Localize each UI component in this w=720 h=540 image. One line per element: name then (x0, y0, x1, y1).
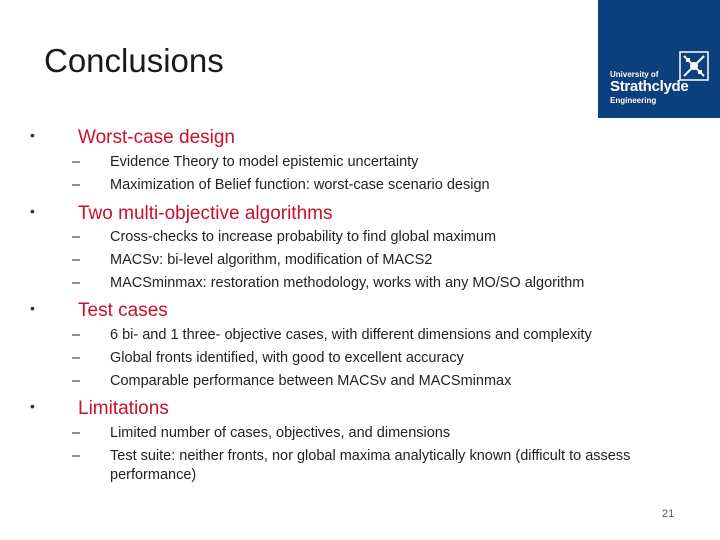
section-heading: Limitations (78, 398, 169, 419)
section-heading: Two multi-objective algorithms (78, 203, 333, 224)
university-logo (598, 0, 720, 118)
section-limitations (30, 398, 690, 491)
list-item: – Test suite: neither fronts, nor global maxima analytically known (difficult to assess performance) (72, 448, 631, 483)
list-item: – Limited number of cases, objectives, and dimensions (72, 425, 451, 441)
section-test-cases (30, 300, 690, 395)
section-heading: Worst-case design (78, 127, 235, 148)
section-heading: Test cases (78, 300, 168, 321)
bullet: • (30, 203, 35, 219)
slide-title: Conclusions (44, 42, 224, 79)
list-item: – 6 bi- and 1 three- objective cases, with different dimensions and complexity (72, 327, 592, 343)
logo-line-2: Strathclyde (610, 78, 689, 95)
list-item: – Maximization of Belief function: worst-case scenario design (72, 177, 490, 193)
section-two-multi-objective-algorithms (30, 203, 690, 297)
logo-line-3: Engineering (610, 96, 657, 105)
list-item: – Global fronts identified, with good to excellent accuracy (72, 350, 464, 366)
section-worst-case-design (30, 127, 690, 199)
bullet: • (30, 398, 35, 414)
bullet: • (30, 300, 35, 316)
page-number: 21 (662, 508, 675, 520)
list-item: – MACSν: bi-level algorithm, modification of MACS2 (72, 252, 433, 268)
list-item: – Comparable performance between MACSν and MACSminmax (72, 373, 512, 389)
logo-line-1: University of (610, 70, 659, 79)
list-item: – Evidence Theory to model epistemic uncertainty (72, 154, 419, 170)
list-item: – Cross-checks to increase probability to find global maximum (72, 229, 497, 245)
list-item: – MACSminmax: restoration methodology, works with any MO/SO algorithm (72, 275, 585, 291)
bullet: • (30, 127, 35, 143)
